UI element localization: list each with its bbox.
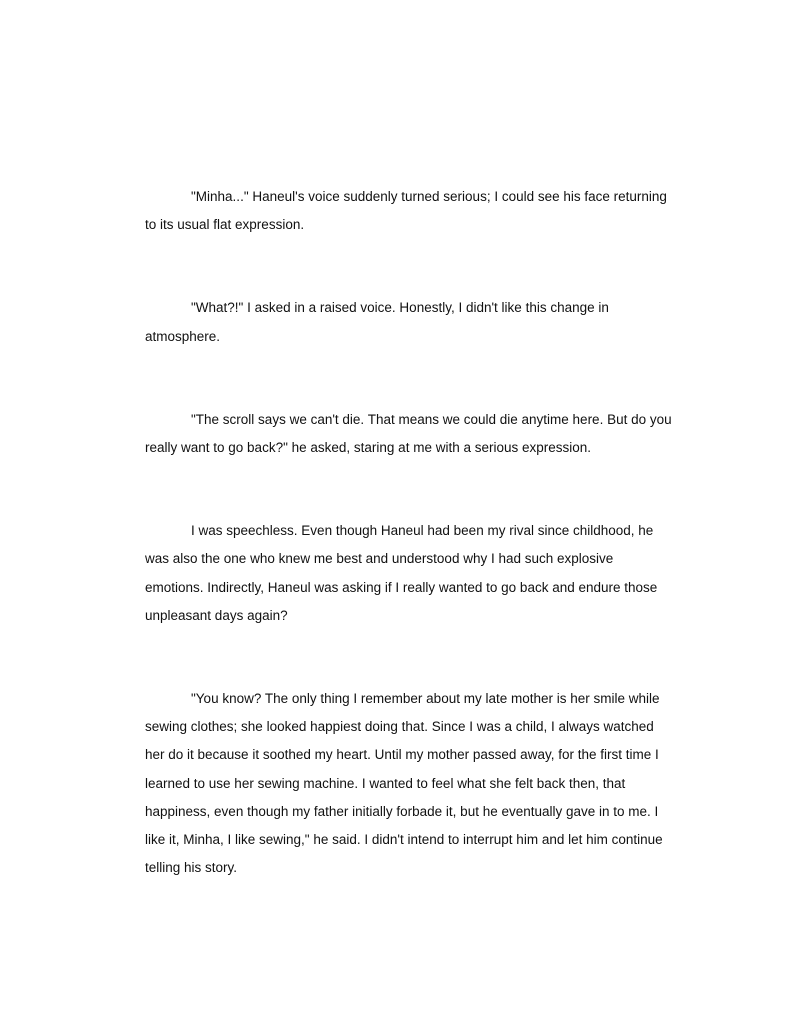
body-text	[145, 183, 675, 882]
paragraph-5: "You know? The only thing I remember about my late mother is her smile while sewing clothes; she looked happiest doing that. Since I was a child, I always watched her do it because it soothed my heart. Until my mother passed away, for the first time I learned to use her sewing machine. I wanted to feel what she felt back then, that happiness, even though my father initially forbade it, but he eventually gave in to me. I like it, Minha, I like sewing," he said. I didn't intend to interrupt him and let him continue telling his story.	[145, 691, 663, 876]
paragraph-2: "What?!" I asked in a raised voice. Honestly, I didn't like this change in atmosphere.	[145, 300, 609, 344]
paragraph-4: I was speechless. Even though Haneul had been my rival since childhood, he was also the one who knew me best and understood why I had such explosive emotions. Indirectly, Haneul was asking if I really wanted to go back and endure those unpleasant days again?	[145, 523, 658, 623]
paragraph-1: "Minha..." Haneul's voice suddenly turned serious; I could see his face returning to its usual flat expression.	[145, 189, 667, 233]
paragraph-3: "The scroll says we can't die. That means we could die anytime here. But do you really want to go back?" he asked, staring at me with a serious expression.	[145, 411, 672, 456]
